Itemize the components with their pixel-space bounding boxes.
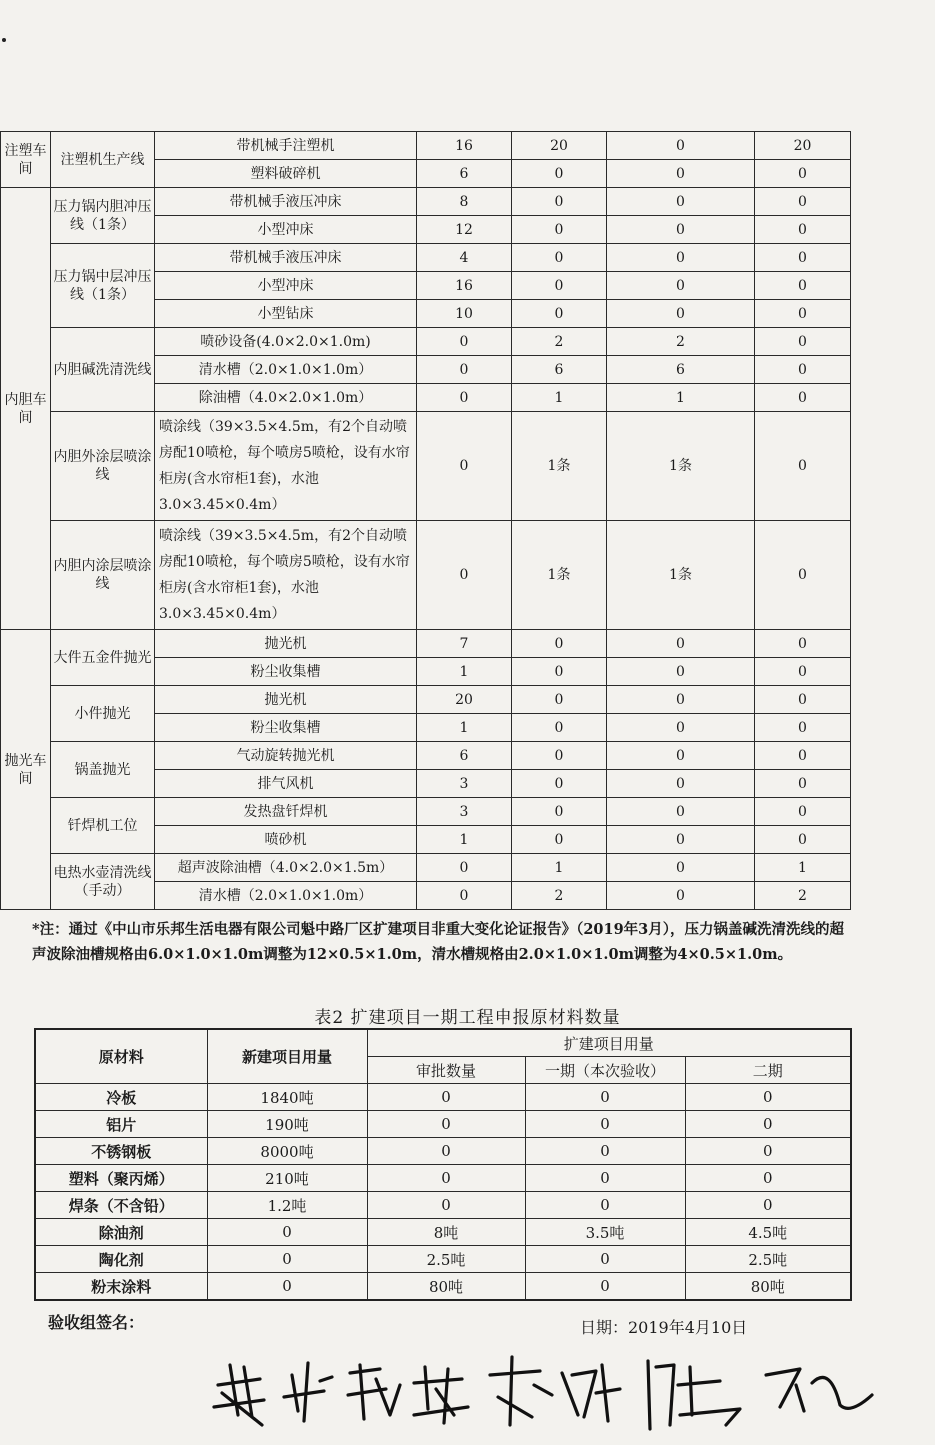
line-cell: 电热水壶清洗线（手动） xyxy=(51,854,155,910)
quantity-cell: 0 xyxy=(512,770,607,798)
quantity-cell: 0 xyxy=(512,160,607,188)
table-row xyxy=(35,1111,851,1138)
phase2-cell: 0 xyxy=(685,1165,851,1192)
new-usage-cell: 8000吨 xyxy=(207,1138,367,1165)
phase2-cell: 0 xyxy=(685,1084,851,1111)
quantity-cell: 1条 xyxy=(607,412,755,521)
approved-cell: 2.5吨 xyxy=(367,1246,525,1273)
table-row xyxy=(35,1246,851,1273)
phase1-cell: 0 xyxy=(525,1273,685,1301)
quantity-cell: 0 xyxy=(512,188,607,216)
line-cell: 锅盖抛光 xyxy=(51,742,155,798)
equipment-cell: 小型冲床 xyxy=(155,272,417,300)
new-usage-cell: 1.2吨 xyxy=(207,1192,367,1219)
quantity-cell: 8 xyxy=(417,188,512,216)
phase2-cell: 0 xyxy=(685,1138,851,1165)
workshop-cell: 注塑车间 xyxy=(1,132,51,188)
material-cell: 焊条（不含铅） xyxy=(35,1192,207,1219)
quantity-cell: 0 xyxy=(607,798,755,826)
handwritten-signatures xyxy=(200,1345,900,1435)
equipment-cell: 小型钻床 xyxy=(155,300,417,328)
quantity-cell: 0 xyxy=(755,300,851,328)
quantity-cell: 0 xyxy=(607,882,755,910)
quantity-cell: 0 xyxy=(755,686,851,714)
equipment-cell: 带机械手液压冲床 xyxy=(155,188,417,216)
equipment-table xyxy=(0,131,851,910)
quantity-cell: 7 xyxy=(417,630,512,658)
table-row xyxy=(1,412,851,521)
approved-cell: 0 xyxy=(367,1138,525,1165)
quantity-cell: 0 xyxy=(417,882,512,910)
workshop-cell: 内胆车间 xyxy=(1,188,51,630)
quantity-cell: 0 xyxy=(755,521,851,630)
quantity-cell: 3 xyxy=(417,770,512,798)
approved-cell: 80吨 xyxy=(367,1273,525,1301)
quantity-cell: 0 xyxy=(512,826,607,854)
equipment-cell: 抛光机 xyxy=(155,630,417,658)
table-row xyxy=(35,1165,851,1192)
approved-cell: 0 xyxy=(367,1111,525,1138)
new-usage-cell: 190吨 xyxy=(207,1111,367,1138)
quantity-cell: 0 xyxy=(755,160,851,188)
line-cell: 内胆外涂层喷涂线 xyxy=(51,412,155,521)
quantity-cell: 16 xyxy=(417,132,512,160)
quantity-cell: 1条 xyxy=(512,412,607,521)
quantity-cell: 0 xyxy=(607,216,755,244)
quantity-cell: 0 xyxy=(755,216,851,244)
material-cell: 冷板 xyxy=(35,1084,207,1111)
quantity-cell: 0 xyxy=(755,244,851,272)
equipment-cell: 粉尘收集槽 xyxy=(155,658,417,686)
quantity-cell: 0 xyxy=(755,742,851,770)
header-new-usage: 新建项目用量 xyxy=(207,1029,367,1084)
quantity-cell: 1 xyxy=(607,384,755,412)
quantity-cell: 16 xyxy=(417,272,512,300)
quantity-cell: 1条 xyxy=(607,521,755,630)
table-row xyxy=(1,188,851,216)
quantity-cell: 0 xyxy=(607,854,755,882)
quantity-cell: 0 xyxy=(607,742,755,770)
quantity-cell: 0 xyxy=(755,770,851,798)
table-row xyxy=(1,686,851,714)
phase1-cell: 0 xyxy=(525,1084,685,1111)
quantity-cell: 0 xyxy=(755,272,851,300)
quantity-cell: 0 xyxy=(755,384,851,412)
header-approved: 审批数量 xyxy=(367,1057,525,1084)
quantity-cell: 4 xyxy=(417,244,512,272)
quantity-cell: 0 xyxy=(417,328,512,356)
table-row xyxy=(1,244,851,272)
approved-cell: 0 xyxy=(367,1084,525,1111)
quantity-cell: 0 xyxy=(607,272,755,300)
line-cell: 内胆碱洗清洗线 xyxy=(51,328,155,412)
material-cell: 不锈钢板 xyxy=(35,1138,207,1165)
table-row xyxy=(1,630,851,658)
new-usage-cell: 0 xyxy=(207,1246,367,1273)
phase2-cell: 4.5吨 xyxy=(685,1219,851,1246)
quantity-cell: 2 xyxy=(512,328,607,356)
quantity-cell: 20 xyxy=(755,132,851,160)
workshop-cell: 抛光车间 xyxy=(1,630,51,910)
quantity-cell: 0 xyxy=(512,714,607,742)
quantity-cell: 0 xyxy=(417,412,512,521)
table-row xyxy=(35,1192,851,1219)
sign-date: 日期：2019年4月10日 xyxy=(580,1318,748,1337)
quantity-cell: 20 xyxy=(417,686,512,714)
equipment-cell: 喷涂线（39×3.5×4.5m，有2个自动喷房配10喷枪，每个喷房5喷枪，设有水帘柜房(含水帘柜1套)，水池3.0×3.45×0.4m） xyxy=(155,412,417,521)
quantity-cell: 0 xyxy=(755,188,851,216)
new-usage-cell: 210吨 xyxy=(207,1165,367,1192)
quantity-cell: 0 xyxy=(512,630,607,658)
line-cell: 内胆内涂层喷涂线 xyxy=(51,521,155,630)
line-cell: 小件抛光 xyxy=(51,686,155,742)
quantity-cell: 6 xyxy=(512,356,607,384)
equipment-cell: 带机械手注塑机 xyxy=(155,132,417,160)
table-row xyxy=(1,854,851,882)
quantity-cell: 0 xyxy=(417,521,512,630)
quantity-cell: 12 xyxy=(417,216,512,244)
material-cell: 塑料（聚丙烯） xyxy=(35,1165,207,1192)
quantity-cell: 0 xyxy=(512,300,607,328)
equipment-cell: 塑料破碎机 xyxy=(155,160,417,188)
raw-material-table xyxy=(34,1028,852,1301)
material-cell: 陶化剂 xyxy=(35,1246,207,1273)
material-cell: 铝片 xyxy=(35,1111,207,1138)
quantity-cell: 0 xyxy=(755,798,851,826)
quantity-cell: 6 xyxy=(417,742,512,770)
line-cell: 压力锅内胆冲压线（1条） xyxy=(51,188,155,244)
quantity-cell: 0 xyxy=(512,658,607,686)
material-cell: 粉末涂料 xyxy=(35,1273,207,1301)
quantity-cell: 0 xyxy=(417,854,512,882)
quantity-cell: 0 xyxy=(755,658,851,686)
phase1-cell: 3.5吨 xyxy=(525,1219,685,1246)
quantity-cell: 0 xyxy=(512,272,607,300)
phase2-cell: 0 xyxy=(685,1192,851,1219)
quantity-cell: 0 xyxy=(607,714,755,742)
table-row xyxy=(35,1273,851,1301)
quantity-cell: 0 xyxy=(607,300,755,328)
table-row xyxy=(1,132,851,160)
equipment-cell: 排气风机 xyxy=(155,770,417,798)
equipment-cell: 清水槽（2.0×1.0×1.0m） xyxy=(155,356,417,384)
quantity-cell: 10 xyxy=(417,300,512,328)
quantity-cell: 0 xyxy=(607,160,755,188)
table-row xyxy=(1,742,851,770)
approved-cell: 0 xyxy=(367,1165,525,1192)
quantity-cell: 0 xyxy=(607,188,755,216)
quantity-cell: 0 xyxy=(755,630,851,658)
quantity-cell: 0 xyxy=(512,216,607,244)
quantity-cell: 20 xyxy=(512,132,607,160)
table-note: *注：通过《中山市乐邦生活电器有限公司魁中路厂区扩建项目非重大变化论证报告》（2019年3月），压力锅盖碱洗清洗线的超声波除油槽规格由6.0×1.0×1.0m调整为12×0.5×1.0m，清水槽规格由2.0×1.0×1.0m调整为4×0.5×1.0m。 xyxy=(32,921,845,963)
equipment-cell: 喷砂设备(4.0×2.0×1.0m) xyxy=(155,328,417,356)
table-row xyxy=(1,328,851,356)
phase2-cell: 0 xyxy=(685,1111,851,1138)
header-expansion: 扩建项目用量 xyxy=(367,1029,851,1057)
phase1-cell: 0 xyxy=(525,1246,685,1273)
quantity-cell: 0 xyxy=(512,244,607,272)
quantity-cell: 2 xyxy=(607,328,755,356)
quantity-cell: 1 xyxy=(417,826,512,854)
equipment-cell: 带机械手液压冲床 xyxy=(155,244,417,272)
quantity-cell: 0 xyxy=(755,826,851,854)
quantity-cell: 0 xyxy=(607,770,755,798)
equipment-cell: 超声波除油槽（4.0×2.0×1.5m） xyxy=(155,854,417,882)
quantity-cell: 3 xyxy=(417,798,512,826)
equipment-cell: 抛光机 xyxy=(155,686,417,714)
quantity-cell: 1 xyxy=(417,714,512,742)
new-usage-cell: 0 xyxy=(207,1219,367,1246)
quantity-cell: 0 xyxy=(607,686,755,714)
signature-label: 验收组签名： xyxy=(48,1313,145,1332)
page-speck xyxy=(2,38,6,42)
header-phase2: 二期 xyxy=(685,1057,851,1084)
quantity-cell: 0 xyxy=(417,356,512,384)
approved-cell: 8吨 xyxy=(367,1219,525,1246)
phase1-cell: 0 xyxy=(525,1111,685,1138)
quantity-cell: 0 xyxy=(607,630,755,658)
table-row xyxy=(1,521,851,630)
new-usage-cell: 0 xyxy=(207,1273,367,1301)
phase2-cell: 2.5吨 xyxy=(685,1246,851,1273)
quantity-cell: 1条 xyxy=(512,521,607,630)
line-cell: 注塑机生产线 xyxy=(51,132,155,188)
equipment-cell: 喷砂机 xyxy=(155,826,417,854)
quantity-cell: 0 xyxy=(755,328,851,356)
line-cell: 压力锅中层冲压线（1条） xyxy=(51,244,155,328)
phase2-cell: 80吨 xyxy=(685,1273,851,1301)
equipment-cell: 除油槽（4.0×2.0×1.0m） xyxy=(155,384,417,412)
table-row xyxy=(35,1084,851,1111)
quantity-cell: 0 xyxy=(512,798,607,826)
equipment-cell: 清水槽（2.0×1.0×1.0m） xyxy=(155,882,417,910)
table-row xyxy=(35,1219,851,1246)
line-cell: 钎焊机工位 xyxy=(51,798,155,854)
quantity-cell: 0 xyxy=(607,132,755,160)
equipment-cell: 发热盘钎焊机 xyxy=(155,798,417,826)
phase1-cell: 0 xyxy=(525,1138,685,1165)
phase1-cell: 0 xyxy=(525,1165,685,1192)
quantity-cell: 1 xyxy=(512,854,607,882)
equipment-cell: 气动旋转抛光机 xyxy=(155,742,417,770)
quantity-cell: 0 xyxy=(607,826,755,854)
equipment-cell: 粉尘收集槽 xyxy=(155,714,417,742)
header-phase1: 一期（本次验收） xyxy=(525,1057,685,1084)
quantity-cell: 0 xyxy=(755,412,851,521)
equipment-cell: 小型冲床 xyxy=(155,216,417,244)
quantity-cell: 0 xyxy=(512,742,607,770)
quantity-cell: 0 xyxy=(607,244,755,272)
quantity-cell: 0 xyxy=(755,356,851,384)
phase1-cell: 0 xyxy=(525,1192,685,1219)
table-row xyxy=(1,798,851,826)
equipment-cell: 喷涂线（39×3.5×4.5m，有2个自动喷房配10喷枪，每个喷房5喷枪，设有水帘柜房(含水帘柜1套)，水池3.0×3.45×0.4m） xyxy=(155,521,417,630)
quantity-cell: 1 xyxy=(417,658,512,686)
table-row xyxy=(35,1138,851,1165)
quantity-cell: 2 xyxy=(755,882,851,910)
quantity-cell: 0 xyxy=(607,658,755,686)
quantity-cell: 6 xyxy=(417,160,512,188)
material-cell: 除油剂 xyxy=(35,1219,207,1246)
quantity-cell: 0 xyxy=(512,686,607,714)
approved-cell: 0 xyxy=(367,1192,525,1219)
quantity-cell: 1 xyxy=(512,384,607,412)
line-cell: 大件五金件抛光 xyxy=(51,630,155,686)
quantity-cell: 0 xyxy=(417,384,512,412)
table2-title: 表2 扩建项目一期工程申报原材料数量 xyxy=(314,1008,621,1028)
quantity-cell: 2 xyxy=(512,882,607,910)
header-material: 原材料 xyxy=(35,1029,207,1084)
new-usage-cell: 1840吨 xyxy=(207,1084,367,1111)
quantity-cell: 0 xyxy=(755,714,851,742)
quantity-cell: 1 xyxy=(755,854,851,882)
quantity-cell: 6 xyxy=(607,356,755,384)
